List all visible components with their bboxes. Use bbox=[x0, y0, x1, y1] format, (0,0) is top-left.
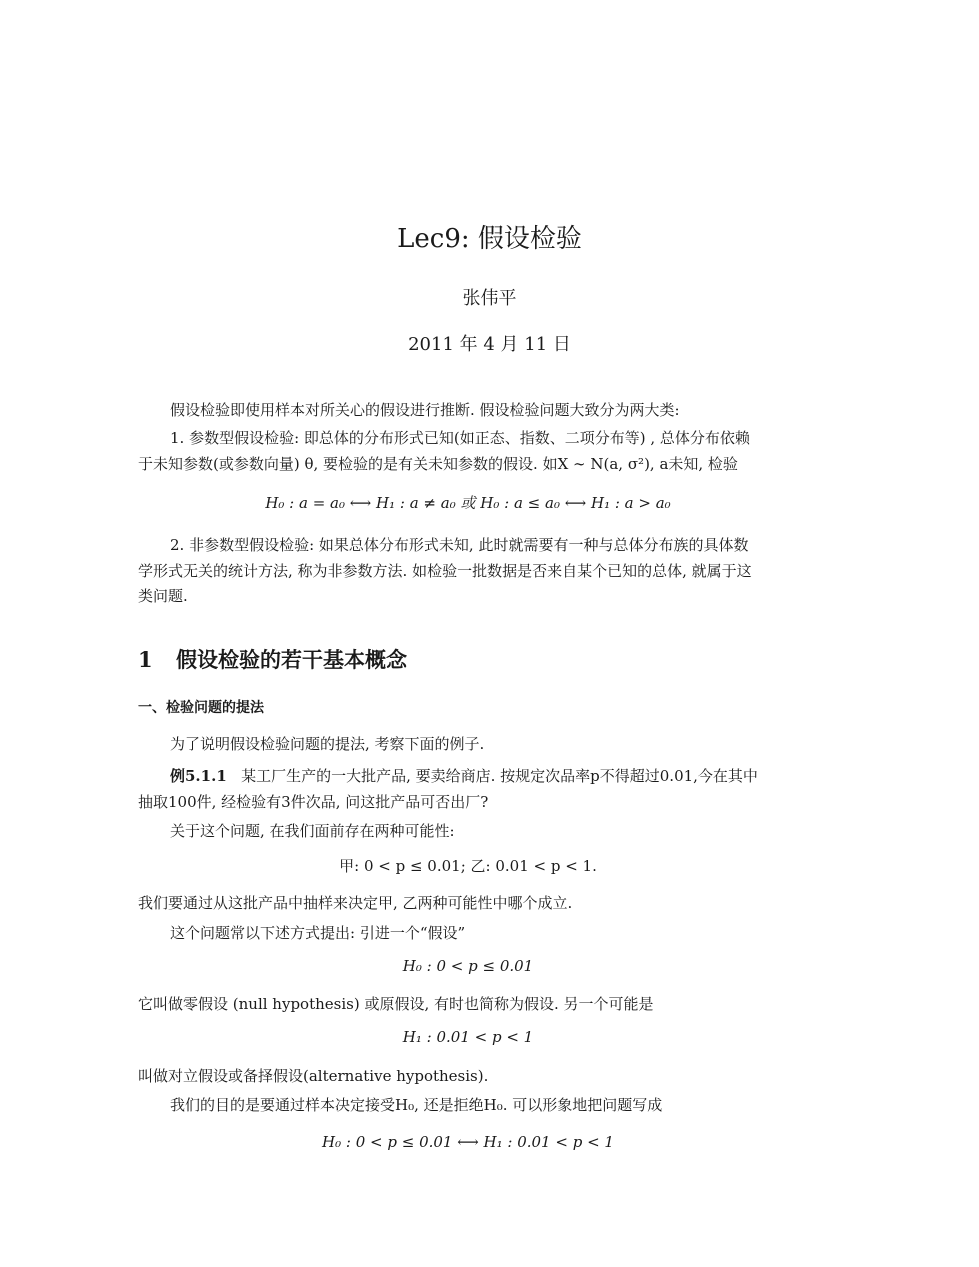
paragraph-line: 学形式无关的统计方法, 称为非参数方法. 如检验一批数据是否来自某个已知的总体, 就属于这 bbox=[138, 561, 752, 580]
paragraph: 这个问题常以下述方式提出: 引进一个“假设” bbox=[170, 924, 466, 942]
paragraph-line: 2. 非参数型假设检验: 如果总体分布形式未知, 此时就需要有一种与总体分布族的具体数 bbox=[170, 536, 749, 554]
paragraph: 为了说明假设检验问题的提法, 考察下面的例子. bbox=[170, 735, 485, 753]
nonparametric-test-paragraph bbox=[138, 533, 798, 610]
example-paragraph bbox=[138, 764, 798, 815]
paragraph-line: 抽取100件, 经检验有3件次品, 问这批产品可否出厂? bbox=[138, 792, 489, 811]
intro-paragraph: 假设检验即使用样本对所关心的假设进行推断. 假设检验问题大致分为两大类: bbox=[170, 401, 680, 419]
parametric-test-paragraph bbox=[138, 426, 798, 477]
equation-hypotheses: H₀ : a = a₀ ⟷ H₁ : a ≠ a₀ 或 H₀ : a ≤ a₀ ⟷ H₁ : a > a₀ bbox=[265, 494, 671, 512]
subsection-heading: 一、检验问题的提法 bbox=[138, 700, 264, 716]
paragraph-line: 于未知参数(或参数向量) θ, 要检验的是有关未知参数的假设. 如X ∼ N(a, σ²), a未知, 检验 bbox=[138, 454, 738, 473]
section-heading bbox=[138, 644, 407, 674]
paragraph-line: 1. 参数型假设检验: 即总体的分布形式已知(如正态、指数、二项分布等) , 总体分布依赖 bbox=[170, 429, 750, 447]
equation-possibilities: 甲: 0 < p ≤ 0.01; 乙: 0.01 < p < 1. bbox=[339, 857, 597, 875]
example-text: 某工厂生产的一大批产品, 要卖给商店. 按规定次品率p不得超过0.01,今在其中 bbox=[241, 767, 758, 785]
equation-alternative-hypothesis: H₁ : 0.01 < p < 1 bbox=[402, 1028, 534, 1046]
section-number: 1 bbox=[138, 647, 153, 672]
paragraph: 它叫做零假设 (null hypothesis) 或原假设, 有时也简称为假设. 另一个可能是 bbox=[138, 995, 654, 1013]
paragraph-line: 类问题. bbox=[138, 587, 188, 605]
paragraph: 我们的目的是要通过样本决定接受H₀, 还是拒绝H₀. 可以形象地把问题写成 bbox=[170, 1096, 663, 1114]
paragraph: 叫做对立假设或备择假设(alternative hypothesis). bbox=[138, 1067, 489, 1085]
author: 张伟平 bbox=[462, 288, 517, 309]
section-title: 假设检验的若干基本概念 bbox=[176, 647, 407, 672]
page-title: Lec9: 假设检验 bbox=[397, 224, 582, 254]
date: 2011 年 4 月 11 日 bbox=[408, 334, 571, 355]
paragraph: 关于这个问题, 在我们面前存在两种可能性: bbox=[170, 822, 455, 840]
equation-null-hypothesis: H₀ : 0 < p ≤ 0.01 bbox=[402, 957, 534, 975]
paragraph: 我们要通过从这批产品中抽样来决定甲, 乙两种可能性中哪个成立. bbox=[138, 894, 573, 912]
paragraph-line bbox=[138, 764, 798, 790]
example-label: 例5.1.1 bbox=[170, 767, 227, 785]
equation-test-problem: H₀ : 0 < p ≤ 0.01 ⟷ H₁ : 0.01 < p < 1 bbox=[322, 1133, 614, 1151]
